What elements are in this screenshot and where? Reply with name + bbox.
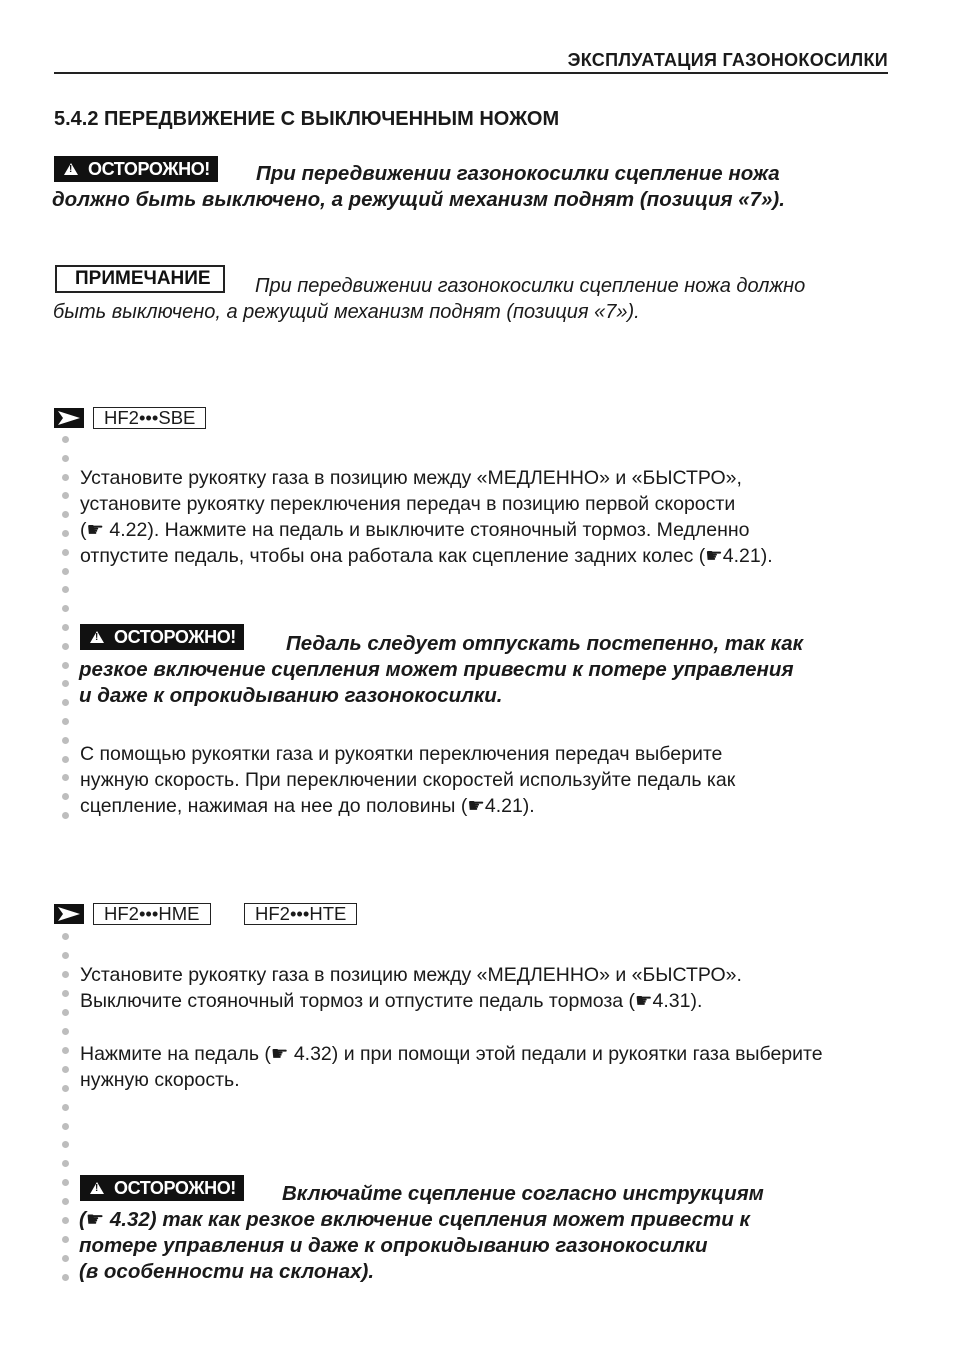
model-tag	[93, 407, 206, 429]
margin-dot	[62, 1141, 69, 1148]
margin-dot	[62, 643, 69, 650]
warning-triangle-icon	[90, 1182, 104, 1194]
warning-text-line: При передвижении газонокосилки сцепление ножа	[256, 162, 780, 185]
warning-badge-label: ОСТОРОЖНО!	[88, 159, 210, 179]
warning-text-line: и даже к опрокидыванию газонокосилки.	[79, 684, 503, 707]
margin-dot	[62, 568, 69, 575]
arrow-right-icon	[54, 904, 84, 924]
margin-dot	[62, 492, 69, 499]
body-text-line: Установите рукоятку газа в позицию между «МЕДЛЕННО» и «БЫСТРО».	[80, 964, 742, 986]
margin-dot	[62, 1066, 69, 1073]
margin-dot	[62, 549, 69, 556]
warning-text-line: Педаль следует отпускать постепенно, так как	[286, 632, 804, 655]
warning-triangle-icon	[64, 163, 78, 175]
model-label: HF2•••SBE	[104, 407, 196, 428]
body-text-line: сцепление, нажимая на нее до половины (☛4.21).	[80, 795, 535, 817]
body-text-line: Установите рукоятку газа в позицию между «МЕДЛЕННО» и «БЫСТРО»,	[80, 467, 742, 489]
margin-dot	[62, 990, 69, 997]
margin-dot	[62, 793, 69, 800]
warning-text-line: Включайте сцепление согласно инструкциям	[282, 1182, 764, 1205]
body-text-line: установите рукоятку переключения передач в позицию первой скорости	[80, 493, 736, 515]
margin-dot	[62, 1009, 69, 1016]
margin-dot	[62, 624, 69, 631]
margin-dot	[62, 1160, 69, 1167]
header-rule	[54, 72, 888, 74]
margin-dot	[62, 1179, 69, 1186]
margin-dot	[62, 1028, 69, 1035]
model-tag	[93, 903, 211, 925]
margin-dot	[62, 586, 69, 593]
warning-text-line: резкое включение сцепления может привести к потере управления	[79, 658, 794, 681]
body-text-line: Нажмите на педаль (☛ 4.32) и при помощи этой педали и рукоятки газа выберите	[80, 1043, 823, 1065]
arrow-right-icon	[54, 408, 84, 428]
margin-dot	[62, 455, 69, 462]
warning-text-line: должно быть выключено, а режущий механизм поднят (позиция «7»).	[52, 188, 785, 211]
margin-dot	[62, 971, 69, 978]
margin-dot	[62, 1104, 69, 1111]
margin-dot	[62, 737, 69, 744]
warning-badge	[80, 624, 244, 650]
warning-badge	[80, 1175, 244, 1201]
margin-dot	[62, 718, 69, 725]
margin-dot	[62, 530, 69, 537]
margin-dot	[62, 1123, 69, 1130]
model-label: HF2•••HME	[104, 903, 200, 924]
body-text-line: Выключите стояночный тормоз и отпустите педаль тормоза (☛4.31).	[80, 990, 703, 1012]
warning-text-line: (в особенности на склонах).	[79, 1260, 375, 1283]
margin-dot	[62, 774, 69, 781]
margin-dot	[62, 680, 69, 687]
margin-dot	[62, 436, 69, 443]
margin-dot	[62, 1255, 69, 1262]
margin-dot	[62, 1198, 69, 1205]
warning-text-line: потере управления и даже к опрокидыванию газонокосилки	[79, 1234, 708, 1257]
margin-dot	[62, 812, 69, 819]
warning-text-line: (☛ 4.32) так как резкое включение сцепления может привести к	[79, 1208, 750, 1231]
body-text-line: нужную скорость. При переключении скоростей используйте педаль как	[80, 769, 736, 791]
model-tag	[244, 903, 357, 925]
note-text-line: При передвижении газонокосилки сцепление ножа должно	[255, 275, 806, 297]
margin-dot	[62, 756, 69, 763]
margin-dot	[62, 474, 69, 481]
running-header: ЭКСПЛУАТАЦИЯ ГАЗОНОКОСИЛКИ	[567, 50, 888, 70]
model-label: HF2•••HTE	[255, 903, 347, 924]
section-title: 5.4.2 ПЕРЕДВИЖЕНИЕ С ВЫКЛЮЧЕННЫМ НОЖОМ	[54, 108, 560, 130]
warning-badge-label: ОСТОРОЖНО!	[114, 627, 236, 647]
body-text-line: (☛ 4.22). Нажмите на педаль и выключите стояночный тормоз. Медленно	[80, 519, 750, 541]
note-text-line: быть выключено, а режущий механизм поднят (позиция «7»).	[53, 301, 640, 323]
warning-badge	[54, 156, 218, 182]
margin-dot	[62, 511, 69, 518]
margin-dot	[62, 605, 69, 612]
margin-dot	[62, 1217, 69, 1224]
body-text-line: С помощью рукоятки газа и рукоятки переключения передач выберите	[80, 743, 723, 765]
margin-dot	[62, 1085, 69, 1092]
warning-badge-label: ОСТОРОЖНО!	[114, 1178, 236, 1198]
margin-dot	[62, 952, 69, 959]
margin-dot	[62, 1047, 69, 1054]
margin-dot	[62, 933, 69, 940]
body-text-line: отпустите педаль, чтобы она работала как сцепление задних колес (☛4.21).	[80, 545, 773, 567]
margin-dot	[62, 1236, 69, 1243]
margin-dot	[62, 1274, 69, 1281]
body-text-line: нужную скорость.	[80, 1069, 240, 1091]
warning-triangle-icon	[90, 631, 104, 643]
margin-dot	[62, 662, 69, 669]
note-badge: ПРИМЕЧАНИЕ	[55, 265, 225, 293]
margin-dot	[62, 699, 69, 706]
